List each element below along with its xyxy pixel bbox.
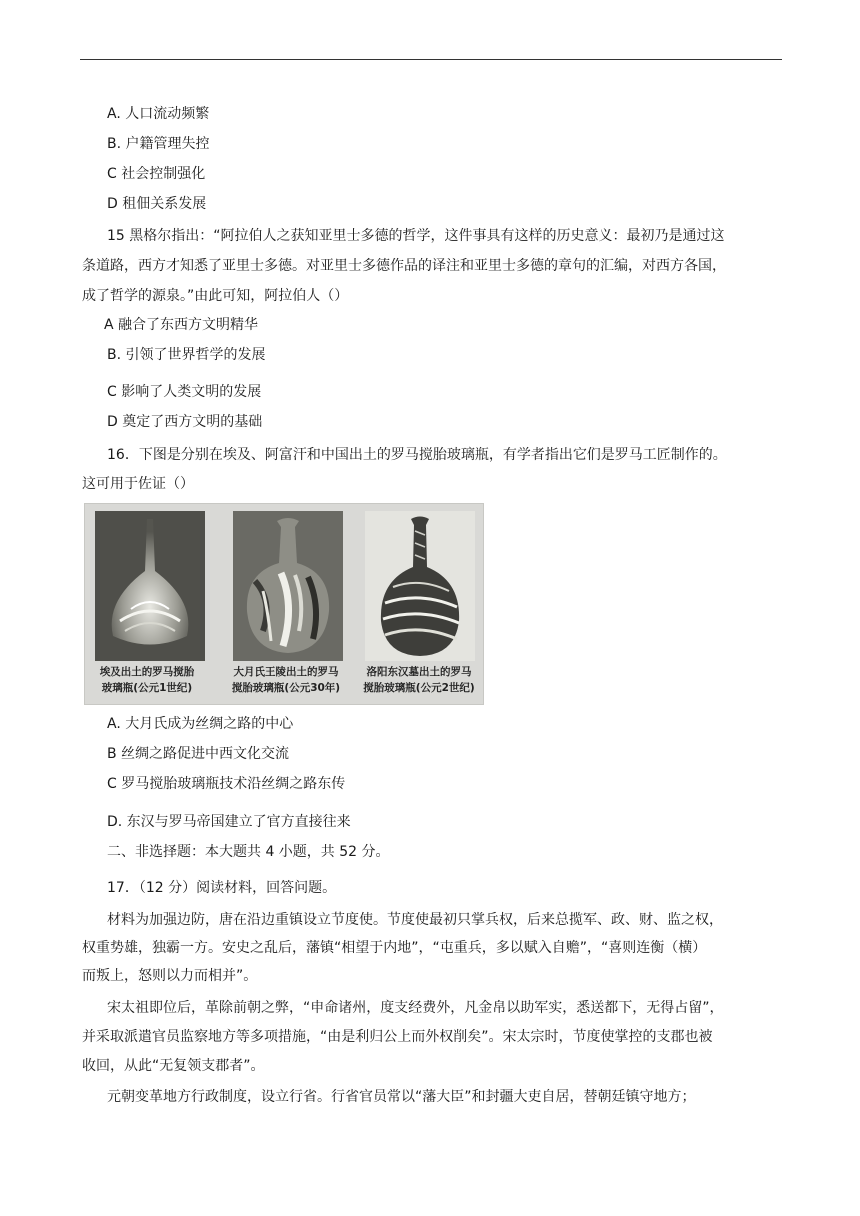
q14-option-b: B. 户籍管理失控 bbox=[107, 136, 210, 152]
q15-option-b: B. 引领了世界哲学的发展 bbox=[107, 347, 266, 363]
q17-para1-line-1: 材料为加强边防，唐在沿边重镇设立节度使。节度使最初只掌兵权，后来总揽军、政、财、监之权， bbox=[107, 912, 723, 928]
q17-para2-line-3: 收回，从此“无复领支郡者”。 bbox=[82, 1058, 265, 1074]
q17-title: 17．（12 分）阅读材料，回答问题。 bbox=[107, 880, 337, 896]
q15-option-a: A 融合了东西方文明精华 bbox=[104, 317, 259, 333]
section-heading: 二、非选择题：本大题共 4 小题，共 52 分。 bbox=[107, 844, 390, 860]
header-rule bbox=[80, 59, 782, 60]
luoyang-bottle-photo bbox=[365, 511, 475, 661]
afghanistan-bottle-photo bbox=[233, 511, 343, 661]
q17-para2-line-1: 宋太祖即位后，革除前朝之弊，“申命诸州，度支经费外，凡金帛以助军实，悉送都下，无得占留”， bbox=[107, 1000, 724, 1016]
q16-option-b: B 丝绸之路促进中西文化交流 bbox=[107, 746, 290, 762]
q17-para1-line-3: 而叛上，怒则以力而相并”。 bbox=[82, 968, 258, 984]
caption-egypt-line-2: 玻璃瓶(公元1世纪) bbox=[101, 682, 193, 694]
q14-option-c: C 社会控制强化 bbox=[107, 166, 206, 182]
figure-caption-luoyang bbox=[355, 664, 483, 696]
figure-caption-egypt bbox=[83, 664, 211, 696]
q15-stem-line-3: 成了哲学的源泉。”由此可知，阿拉伯人（） bbox=[82, 288, 349, 304]
caption-afghanistan-line-2: 搅胎玻璃瓶(公元30年) bbox=[231, 682, 341, 694]
q16-stem-line-1: 16．下图是分别在埃及、阿富汗和中国出土的罗马搅胎玻璃瓶，有学者指出它们是罗马工匠制作的。 bbox=[107, 447, 727, 463]
q16-option-d: D. 东汉与罗马帝国建立了官方直接往来 bbox=[107, 814, 351, 830]
q15-option-d: D 奠定了西方文明的基础 bbox=[107, 414, 263, 430]
caption-luoyang-line-2: 搅胎玻璃瓶(公元2世纪) bbox=[363, 682, 475, 694]
caption-luoyang-line-1: 洛阳东汉墓出土的罗马 bbox=[366, 666, 472, 678]
caption-afghanistan-line-1: 大月氏王陵出土的罗马 bbox=[233, 666, 339, 678]
q16-option-c: C 罗马搅胎玻璃瓶技术沿丝绸之路东传 bbox=[107, 776, 346, 792]
figure-caption-afghanistan bbox=[222, 664, 350, 696]
q14-option-d: D 租佃关系发展 bbox=[107, 196, 207, 212]
q15-option-c: C 影响了人类文明的发展 bbox=[107, 384, 262, 400]
q16-option-a: A. 大月氏成为丝绸之路的中心 bbox=[107, 716, 294, 732]
q16-stem-line-2: 这可用于佐证（） bbox=[82, 476, 194, 492]
q14-option-a: A. 人口流动频繁 bbox=[107, 106, 210, 122]
glass-bottles-figure bbox=[84, 503, 484, 705]
q15-stem-line-1: 15 黑格尔指出：“阿拉伯人之获知亚里士多德的哲学，这件事具有这样的历史意义：最初乃是通过这 bbox=[107, 228, 725, 244]
egypt-bottle-photo bbox=[95, 511, 205, 661]
caption-egypt-line-1: 埃及出土的罗马搅胎 bbox=[99, 666, 195, 678]
q17-para1-line-2: 权重势雄，独霸一方。安史之乱后，藩镇“相望于内地”，“屯重兵，多以赋入自赡”，“喜则连衡（横） bbox=[82, 940, 707, 956]
q17-para2-line-2: 并采取派遣官员监察地方等多项措施，“由是利归公上而外权削矣”。宋太宗时，节度使掌控的支郡也被 bbox=[82, 1029, 713, 1045]
q15-stem-line-2: 条道路，西方才知悉了亚里士多德。对亚里士多德作品的译注和亚里士多德的章句的汇编，对西方各国， bbox=[82, 258, 726, 274]
q17-para3-line-1: 元朝变革地方行政制度，设立行省。行省官员常以“藩大臣”和封疆大吏自居，替朝廷镇守地方； bbox=[107, 1089, 696, 1105]
